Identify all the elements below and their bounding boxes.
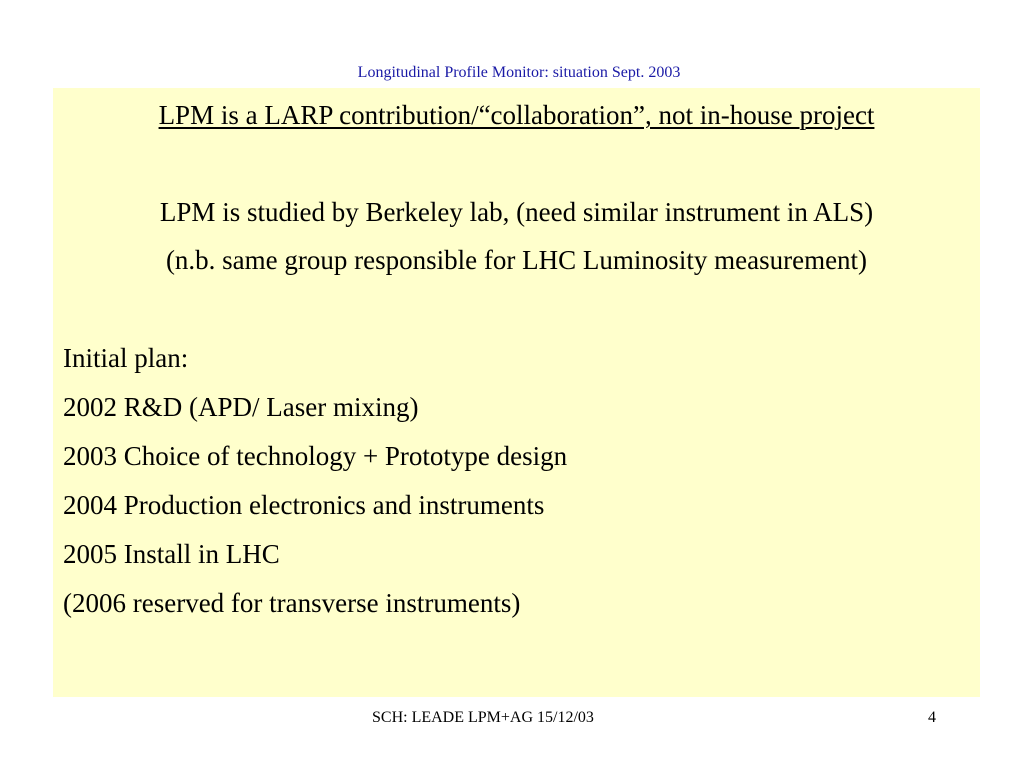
plan-label: Initial plan: [63,343,189,373]
study-line-2: (n.b. same group responsible for LHC Luminosity measurement) [165,245,868,275]
plan-item-2002: 2002 R&D (APD/ Laser mixing) [63,392,419,422]
slide-heading: LPM is a LARP contribution/“collaboration”, not in-house project [158,100,875,130]
footer-text: SCH: LEADE LPM+AG 15/12/03 [372,709,594,726]
plan-item-2004: 2004 Production electronics and instruments [63,490,545,520]
content-box [53,88,980,697]
plan-item-2003: 2003 Choice of technology + Prototype design [63,441,568,471]
slide-title: Longitudinal Profile Monitor: situation Sept. 2003 [357,64,681,81]
plan-item-2005: 2005 Install in LHC [63,539,280,569]
study-line-1: LPM is studied by Berkeley lab, (need similar instrument in ALS) [159,197,874,227]
page-number: 4 [928,709,936,726]
plan-item-2006: (2006 reserved for transverse instruments) [63,588,521,618]
